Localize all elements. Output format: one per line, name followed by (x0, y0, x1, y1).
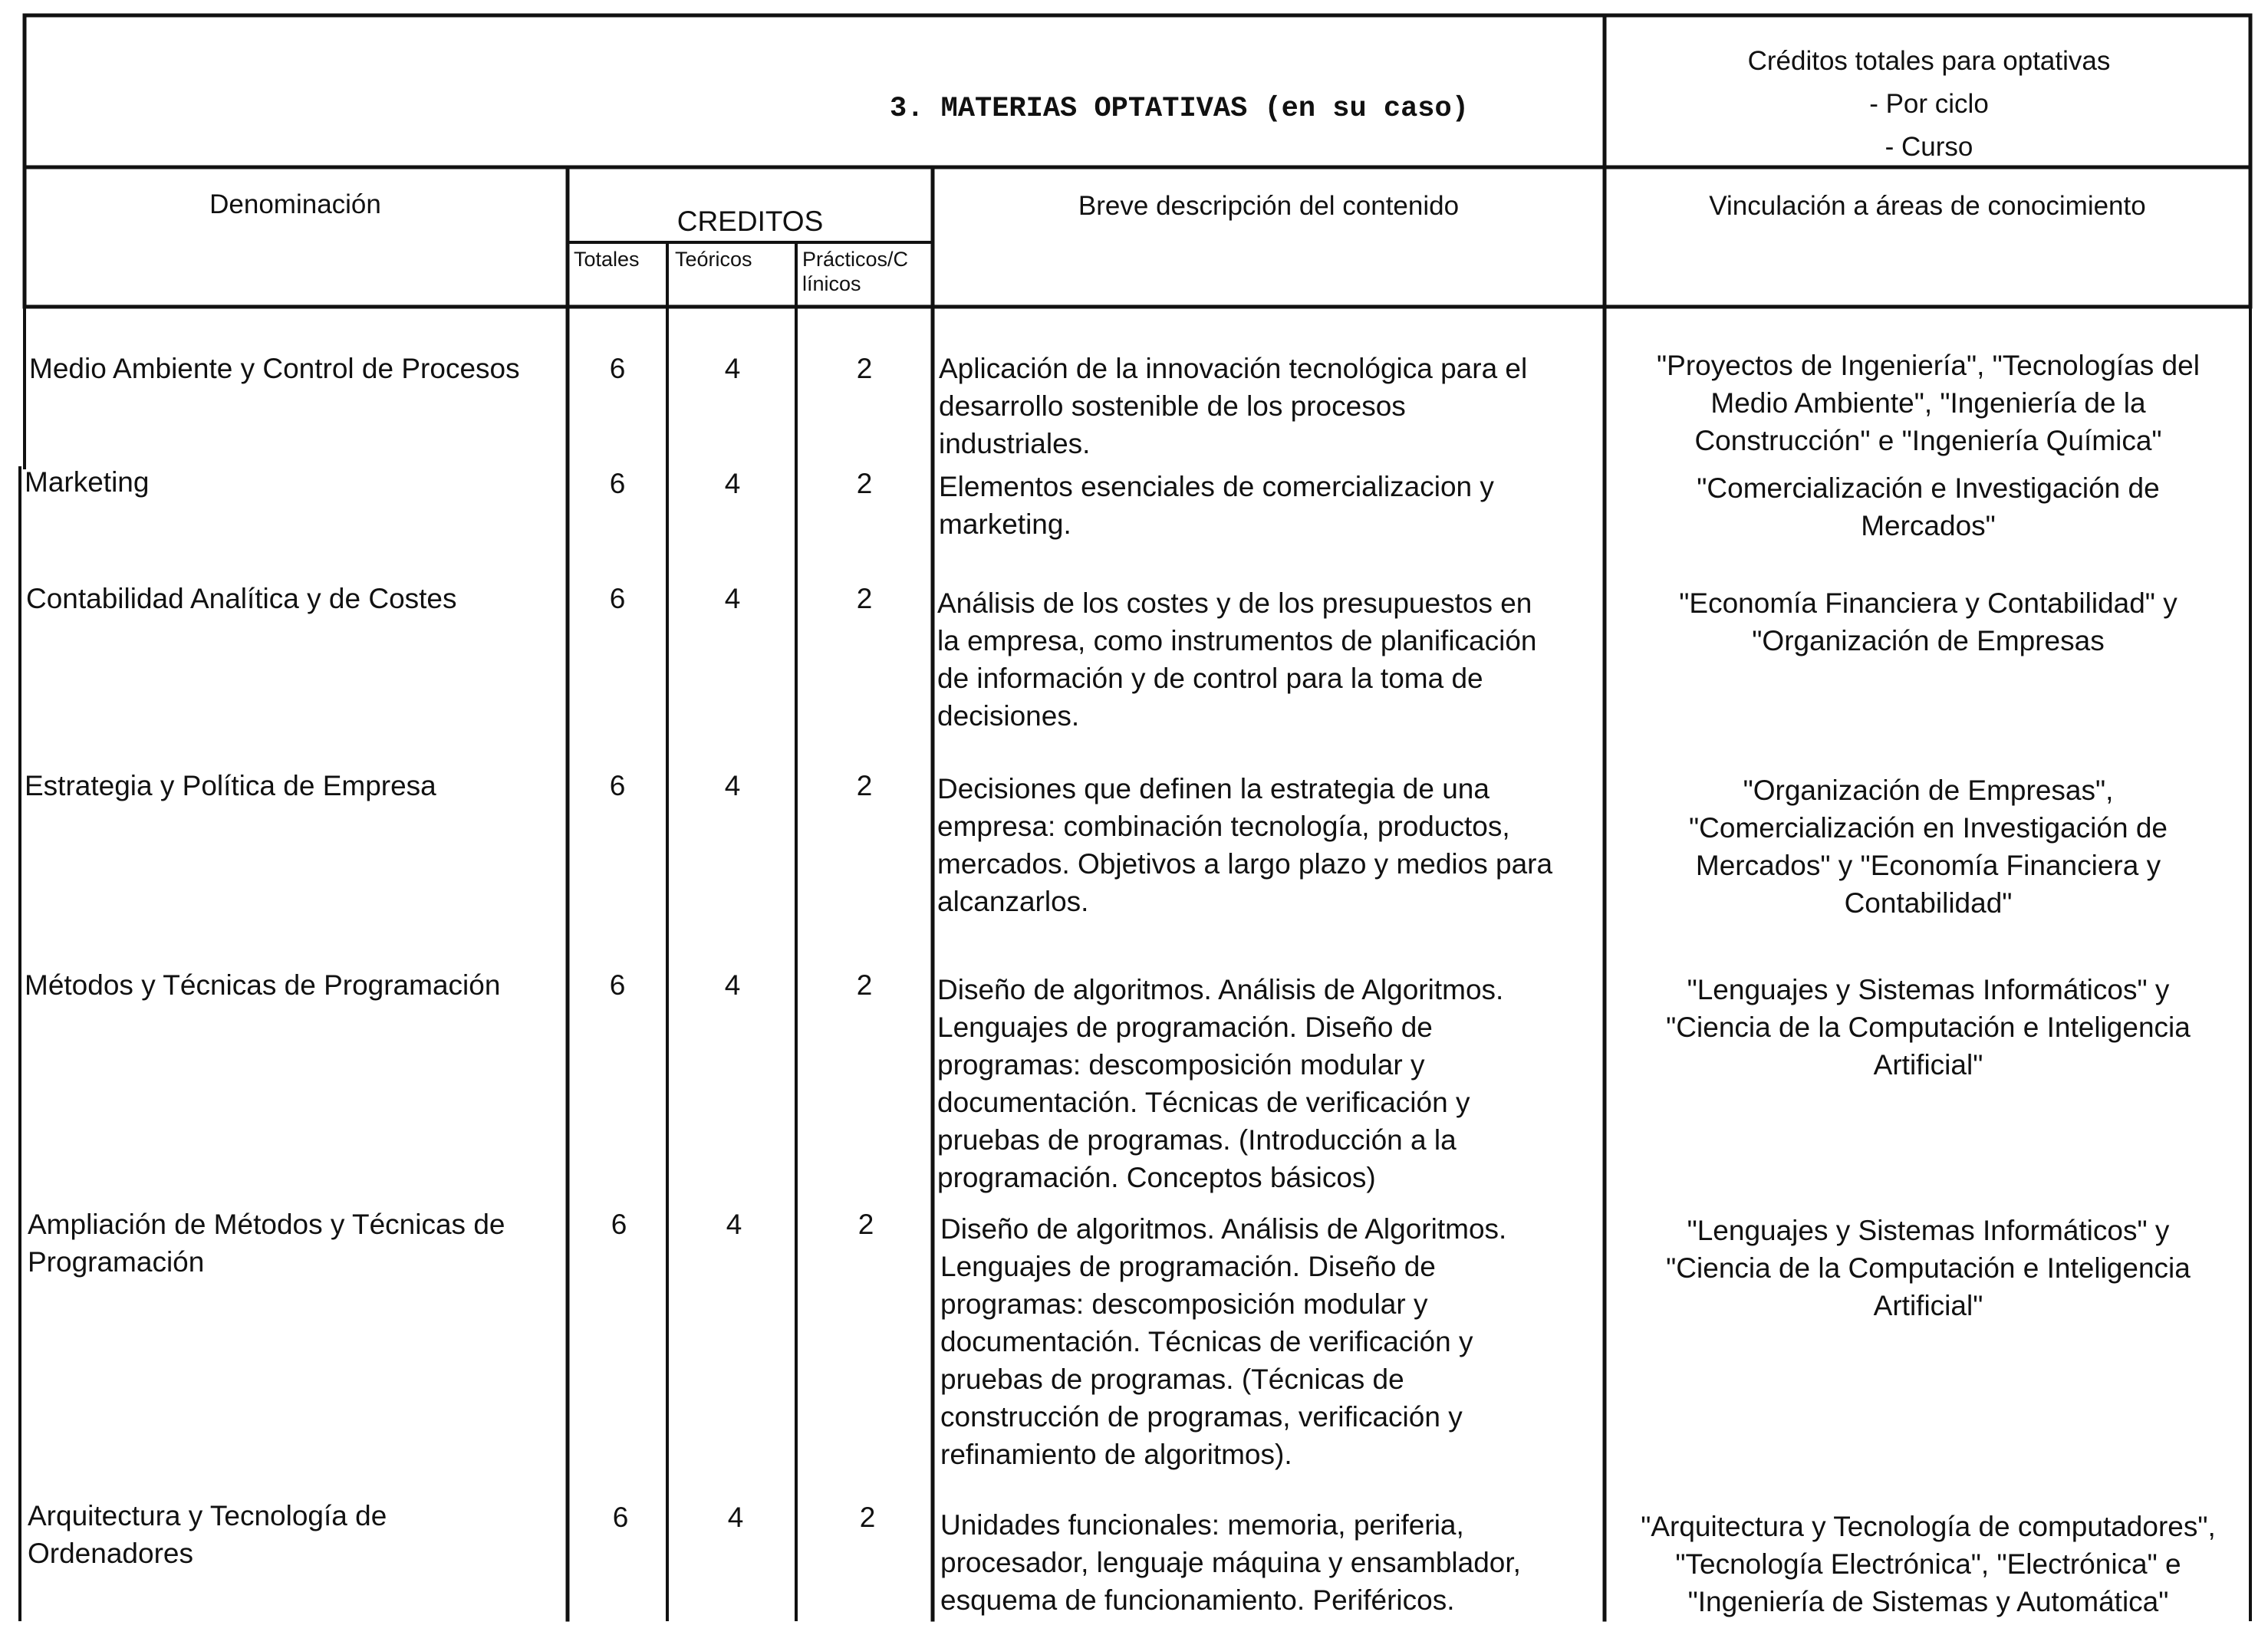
row-2-totales: 6 (609, 468, 626, 499)
row-6-totales: 6 (611, 1209, 627, 1240)
row-6-vinculacion: "Lenguajes y Sistemas Informáticos" y "Ciencia de la Computación e Inteligencia Artificial" (1666, 1215, 2191, 1321)
col-creditos-header: CREDITOS (676, 206, 824, 237)
col-teoricos-header: Teóricos (675, 248, 752, 271)
row-2-teoricos: 4 (724, 468, 741, 499)
row-3-totales: 6 (609, 583, 626, 614)
row-6-practicos: 2 (857, 1209, 874, 1240)
credits-totales-label: Créditos totales para optativas (1747, 46, 2111, 76)
row-5-descripcion: Diseño de algoritmos. Análisis de Algoritmos. Lenguajes de programación. Diseño de programas: descomposición modular y documentación. Técnicas de verificación y pruebas de programas. (Introducción a la programación. Conceptos básicos) (937, 974, 1504, 1193)
row-7-practicos: 2 (859, 1502, 876, 1533)
credits-por-ciclo-label: - Por ciclo (1869, 89, 1989, 119)
row-7-teoricos: 4 (727, 1502, 744, 1533)
row-5-name: Métodos y Técnicas de Programación (25, 969, 501, 1001)
row-6-name: Ampliación de Métodos y Técnicas de Programación (28, 1209, 505, 1278)
row-3-practicos: 2 (856, 583, 873, 614)
row-3-name: Contabilidad Analítica y de Costes (26, 583, 457, 614)
row-4-totales: 6 (609, 770, 626, 801)
row-5-vinculacion: "Lenguajes y Sistemas Informáticos" y "Ciencia de la Computación e Inteligencia Artificial" (1666, 974, 2191, 1081)
row-1-totales: 6 (609, 353, 626, 384)
col-descripcion-header: Breve descripción del contenido (1078, 191, 1460, 221)
row-1-vinculacion: "Proyectos de Ingeniería", "Tecnologías del Medio Ambiente", "Ingeniería de la Construcción" e "Ingeniería Química" (1657, 350, 2200, 456)
row-4-vinculacion: "Organización de Empresas", "Comercialización en Investigación de Mercados" y "Economía Financiera y Contabilidad" (1689, 775, 2168, 919)
credits-info-box (1611, 40, 2247, 169)
col-practicos-header: Prácticos/C línicos (802, 248, 909, 295)
row-1-teoricos: 4 (724, 353, 741, 384)
row-7-totales: 6 (612, 1502, 629, 1533)
row-6-descripcion: Diseño de algoritmos. Análisis de Algoritmos. Lenguajes de programación. Diseño de programas: descomposición modular y documentación. Técnicas de verificación y pruebas de programas. (Técnicas de construcción de programas, verificación y refinamiento de algoritmos). (940, 1213, 1507, 1470)
row-3-teoricos: 4 (724, 583, 741, 614)
row-5-teoricos: 4 (724, 969, 741, 1001)
row-4-name: Estrategia y Política de Empresa (25, 770, 436, 801)
col-denominacion-header: Denominación (209, 189, 381, 219)
row-3-descripcion: Análisis de los costes y de los presupuestos en la empresa, como instrumentos de planificación de información y de control para la toma de decisiones. (937, 587, 1537, 732)
row-7-descripcion: Unidades funcionales: memoria, periferia, procesador, lenguaje máquina y ensamblador, esquema de funcionamiento. Periféricos. (940, 1509, 1521, 1616)
row-1-descripcion: Aplicación de la innovación tecnológica para el desarrollo sostenible de los procesos industriales. (939, 353, 1528, 459)
row-1-name: Medio Ambiente y Control de Procesos (29, 353, 520, 384)
col-vinculacion-header: Vinculación a áreas de conocimiento (1709, 191, 2146, 221)
row-5-practicos: 2 (856, 969, 873, 1001)
col-totales-header: Totales (574, 248, 640, 271)
row-4-teoricos: 4 (724, 770, 741, 801)
section-title: 3. MATERIAS OPTATIVAS (en su caso) (890, 93, 1469, 125)
row-5-totales: 6 (609, 969, 626, 1001)
row-2-practicos: 2 (856, 468, 873, 499)
row-7-vinculacion: "Arquitectura y Tecnología de computadores", "Tecnología Electrónica", "Electrónica" e "Ingeniería de Sistemas y Automática" (1641, 1511, 2216, 1617)
row-7-name: Arquitectura y Tecnología de Ordenadores (28, 1500, 387, 1569)
row-2-vinculacion: "Comercialización e Investigación de Mercados" (1697, 472, 2160, 541)
credits-curso-label: - Curso (1885, 132, 1973, 162)
row-4-practicos: 2 (856, 770, 873, 801)
row-4-descripcion: Decisiones que definen la estrategia de una empresa: combinación tecnología, productos, mercados. Objetivos a largo plazo y medios para alcanzarlos. (937, 773, 1553, 917)
row-1-practicos: 2 (856, 353, 873, 384)
row-2-descripcion: Elementos esenciales de comercializacion y marketing. (939, 471, 1494, 540)
row-6-teoricos: 4 (726, 1209, 742, 1240)
row-2-name: Marketing (25, 466, 150, 498)
row-3-vinculacion: "Economía Financiera y Contabilidad" y "Organización de Empresas (1679, 587, 2177, 656)
